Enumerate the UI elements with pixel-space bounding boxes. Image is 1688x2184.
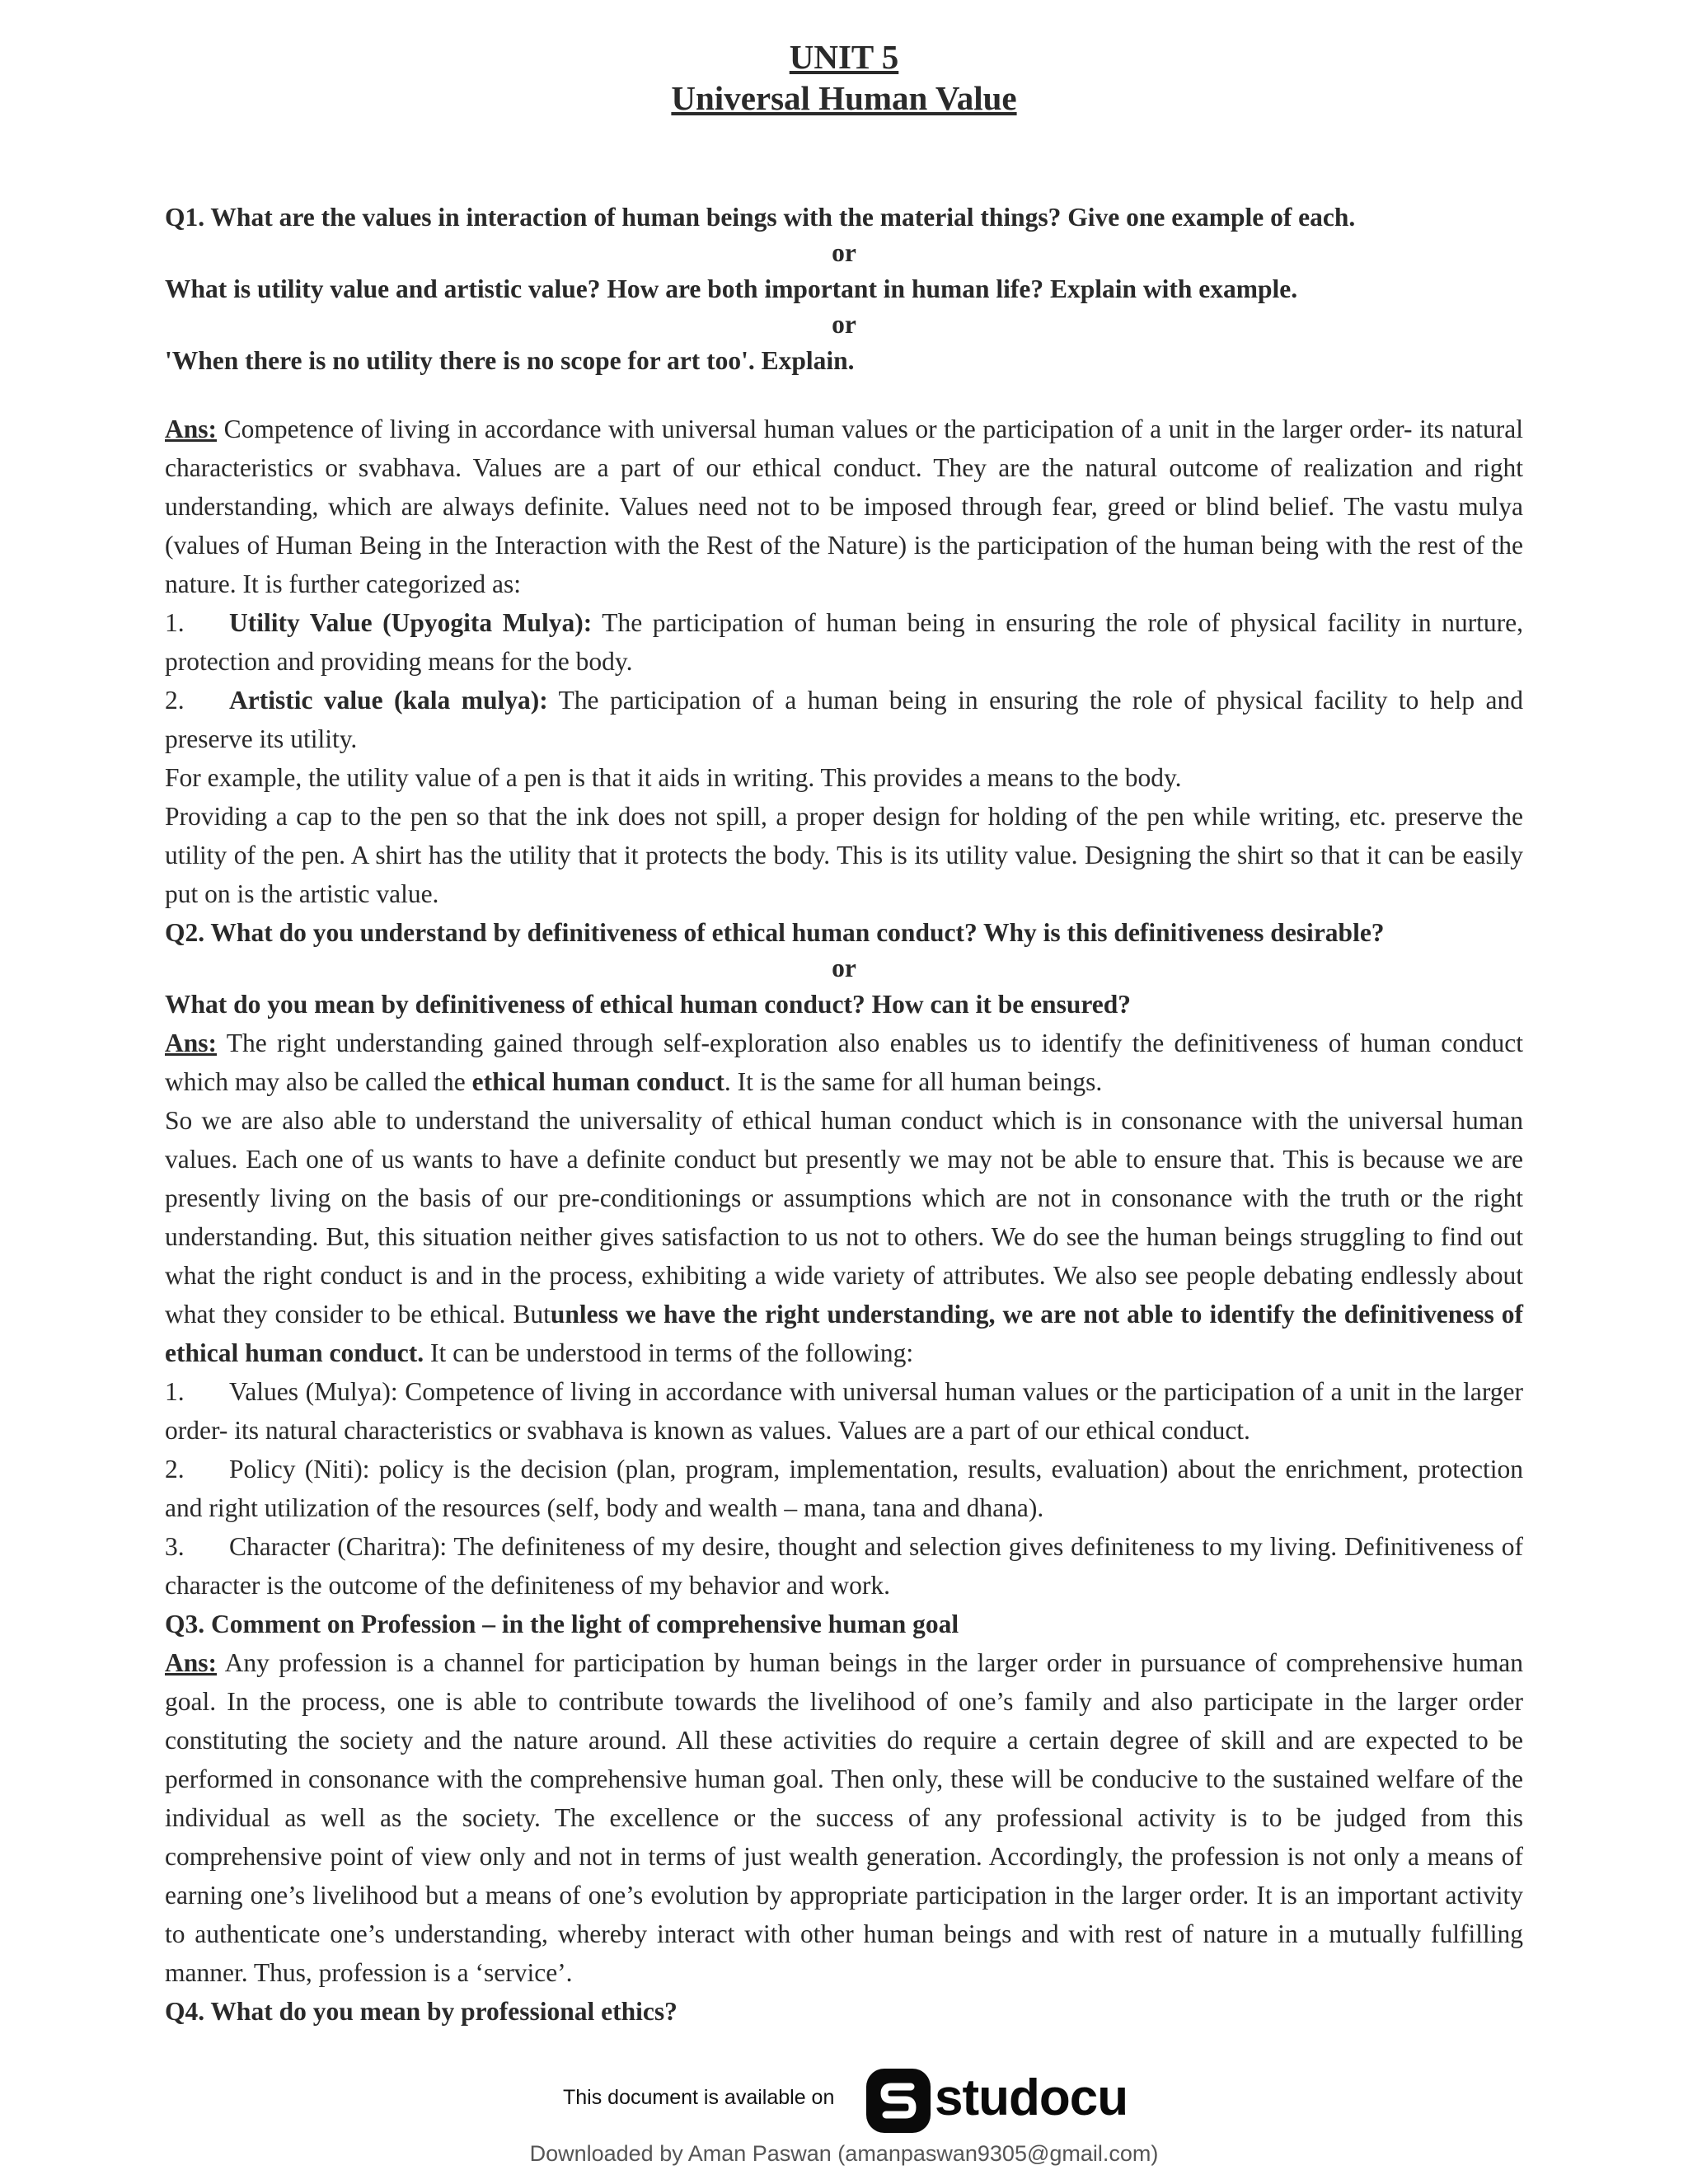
q1-question-b: What is utility value and artistic value? How are both important in human life? Explain with example. [165,274,1298,303]
q2-answer-paragraph: Ans: The right understanding gained through self-exploration also enables us to identify the definitiveness of human conduct which may also be called the ethical human conduct. It is the same for all human beings. [165,1029,1523,1096]
q2-question-a: Q2. What do you understand by definitiveness of ethical human conduct? Why is this definitiveness desirable? [165,918,1385,947]
downloaded-by-text: Downloaded by Aman Paswan (amanpaswan9305@gmail.com) [529,2141,1159,2166]
q2-question-b: What do you mean by definitiveness of ethical human conduct? How can it be ensured? [165,990,1132,1019]
q2-paragraph: So we are also able to understand the universality of ethical human conduct which is in consonance with the universal human values. Each one of us wants to have a definite conduct but presently we may not be able to ensure that. This is because we are presently living on the basis of our pre-conditionings or assumptions which are not in consonance with the truth or the right understanding. But, this situation neither gives satisfaction to us not to others. We do see the human beings struggling to find out what the right conduct is and in the process, exhibiting a wide variety of attributes. We also see people debating endlessly about what they consider to be ethical. Butunless we have the right understanding, we are not able to identify the definitiveness of ethical human conduct. It can be understood in terms of the following: [165,1106,1524,1367]
or-separator: or [832,310,856,339]
q2-list-item-3: 3. Character (Charitra): The definiteness of my desire, thought and selection gives definiteness to my living. Definitiveness of character is the outcome of the definiteness of my behavior and work. [165,1532,1523,1600]
q3-question: Q3. Comment on Profession – in the light of comprehensive human goal [165,1610,959,1638]
document-body [165,198,1523,2031]
q1-answer-paragraph: Ans: Competence of living in accordance with universal human values or the participation of a unit in the larger order- its natural characteristics or svabhava. Values are a part of our ethical conduct. They are the natural outcome of realization and right understanding, which are always definite. Values need not to be imposed through fear, greed or blind belief. The vastu mulya (values of Human Being in the Interaction with the Rest of the Nature) is the participation of the human being with the rest of the nature. It is further categorized as: [165,415,1523,598]
header [0,36,1688,119]
answer-label: Ans: [165,1029,218,1057]
q4-question: Q4. What do you mean by professional ethics? [165,1997,678,2026]
q1-list-item-2: 2. Artistic value (kala mulya): The participation of a human being in ensuring the role of physical facility to help and preserve its utility. [165,686,1523,753]
studocu-logo-icon [863,2065,934,2136]
availability-text: This document is available on [563,2086,835,2109]
or-separator: or [832,954,856,982]
unit-heading: UNIT 5 [789,38,899,76]
q2-list-item-1: 1. Values (Mulya): Competence of living in accordance with universal human values or the participation of a unit in the larger order- its natural characteristics or svabhava is known as values. Values are a part of our ethical conduct. [165,1377,1523,1445]
q1-question-a: Q1. What are the values in interaction of human beings with the material things? Give one example of each. [165,203,1356,232]
studocu-brand-link[interactable]: studocu [935,2069,1128,2126]
q1-paragraph: For example, the utility value of a pen is that it aids in writing. This provides a means to the body. [165,763,1182,792]
answer-label: Ans: [165,415,218,443]
q3-answer-paragraph: Ans: Any profession is a channel for participation by human beings in the larger order in pursuance of comprehensive human goal. In the process, one is able to contribute towards the livelihood of one’s family and also participate in the larger order constituting the society and the nature around. All these activities do require a certain degree of skill and are expected to be performed in consonance with the comprehensive human goal. Then only, these will be conducive to the sustained welfare of the individual as well as the society. The excellence or the success of any professional activity is to be judged from this comprehensive point of view only and not in terms of just wealth generation. Accordingly, the profession is not only a means of earning one’s livelihood but a means of one’s evolution by appropriate participation in the larger order. It is an important activity to authenticate one’s understanding, whereby interact with other human beings and with rest of nature in a mutually fulfilling manner. Thus, profession is a ‘service’. [165,1648,1523,1987]
q1-paragraph: Providing a cap to the pen so that the ink does not spill, a proper design for holding of the pen while writing, etc. preserve the utility of the pen. A shirt has the utility that it protects the body. This is its utility value. Designing the shirt so that it can be easily put on is the artistic value. [165,802,1523,908]
page-title: Universal Human Value [671,79,1017,117]
q1-list-item-1: 1. Utility Value (Upyogita Mulya): The participation of human being in ensuring the role of physical facility in nurture, protection and providing means for the body. [165,608,1523,676]
q1-question-c: 'When there is no utility there is no scope for art too'. Explain. [165,346,855,375]
answer-label: Ans: [165,1648,218,1677]
q2-list-item-2: 2. Policy (Niti): policy is the decision (plan, program, implementation, results, evaluation) about the enrichment, protection and right utilization of the resources (self, body and wealth – mana, tana and dhana). [165,1455,1523,1522]
or-separator: or [832,238,856,267]
